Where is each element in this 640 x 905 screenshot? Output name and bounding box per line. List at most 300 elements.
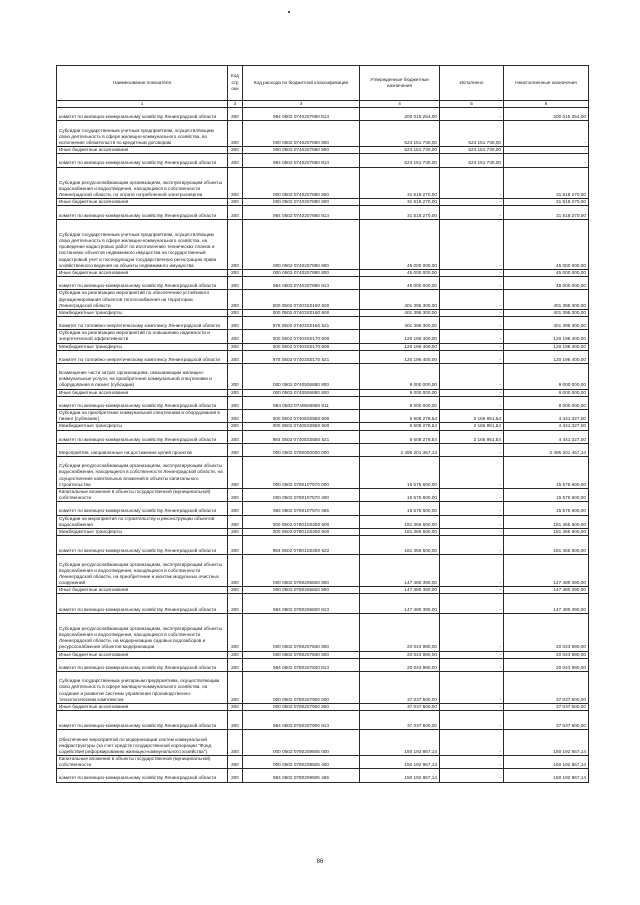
- indicator-name: Субсидии ресурсоснабжающим организациям, эксплуатирующим объекты водоснабжения и водоотведения, находящиеся в собственности Ленинградской области, на приобретение и монтаж модульных очистных сооружений: [57, 555, 228, 587]
- approved-amount: 181 365 500,00: [360, 515, 440, 528]
- line-code: 200: [228, 457, 243, 489]
- executed-amount: -: [440, 535, 504, 554]
- approved-amount: 45 000 000,00: [360, 269, 440, 276]
- indicator-name: комитет по жилищно-коммунальному хозяйству Ленинградской области: [57, 535, 228, 554]
- unexecuted-amount: 181 365 500,00: [504, 528, 589, 535]
- line-code: 200: [228, 277, 243, 290]
- indicator-name: Субсидии государственным учетным предприятиям, осуществляющим свою деятельность в сфере жилищно-коммунального хозяйства, на проведение кадастровых работ по изготовлению технических планов и постановке объектов недвижимого имущества на государственный кадастровый учет и последующую государственную регистрацию права хозяйственного ведения на объекты недвижимого имущества: [57, 219, 228, 269]
- line-code: 200: [228, 658, 243, 671]
- executed-amount: -: [440, 316, 504, 329]
- indicator-name: Субсидии на реализацию мероприятий по повышению надежности и энергетической эффективности: [57, 330, 228, 343]
- budget-classification-code: 978 0502 07403S0170 521: [243, 350, 360, 363]
- executed-amount: -: [440, 587, 504, 594]
- approved-amount: 6 608 278,54: [360, 410, 440, 423]
- header-budget-code: Код расхода по бюджетной классификации: [243, 66, 360, 101]
- approved-amount: 120 196 400,00: [360, 343, 440, 350]
- executed-amount: -: [440, 269, 504, 276]
- approved-amount: 401 395 300,00: [360, 309, 440, 316]
- budget-classification-code: 000 0502 0780107570 400: [243, 488, 360, 501]
- approved-amount: 37 037 500,00: [360, 672, 440, 704]
- unexecuted-amount: 150 192 867,14: [504, 730, 589, 756]
- column-number: 1: [57, 101, 228, 108]
- budget-classification-code: 984 0502 0780209505 466: [243, 769, 360, 782]
- line-code: 200: [228, 488, 243, 501]
- budget-classification-code: 000 0502 07801S0250 500: [243, 528, 360, 535]
- approved-amount: 37 037 500,00: [360, 703, 440, 710]
- unexecuted-amount: 401 395 300,00: [504, 290, 589, 309]
- unexecuted-amount: 150 192 867,14: [504, 769, 589, 782]
- column-number: 5: [440, 101, 504, 108]
- indicator-name: Капитальные вложения в объекты государственной (муниципальной) собственности: [57, 756, 228, 769]
- line-code: 200: [228, 587, 243, 594]
- unexecuted-amount: 37 037 500,00: [504, 672, 589, 704]
- indicator-name: комитет по жилищно-коммунальному хозяйству Ленинградской области: [57, 396, 228, 409]
- budget-classification-code: 984 0502 0780207840 813: [243, 658, 360, 671]
- budget-classification-code: 000 0502 0740207890 800: [243, 219, 360, 269]
- budget-classification-code: 000 0502 0780209505 000: [243, 730, 360, 756]
- executed-amount: 523 151 730,00: [440, 154, 504, 167]
- executed-amount: -: [440, 613, 504, 651]
- indicator-name: Межбюджетные трансферты: [57, 528, 228, 535]
- budget-classification-code: 000 0502 0780207840 800: [243, 613, 360, 651]
- indicator-name: комитет по жилищно-коммунальному хозяйству Ленинградской области: [57, 594, 228, 613]
- line-code: 200: [228, 330, 243, 343]
- approved-amount: 31 518 270,00: [360, 206, 440, 219]
- unexecuted-amount: 31 518 270,00: [504, 167, 589, 199]
- approved-amount: 181 365 500,00: [360, 535, 440, 554]
- executed-amount: -: [440, 443, 504, 456]
- unexecuted-amount: 120 196 400,00: [504, 330, 589, 343]
- line-code: 200: [228, 651, 243, 658]
- unexecuted-amount: 20 043 980,00: [504, 613, 589, 651]
- indicator-name: комитет по жилищно-коммунальному хозяйству Ленинградской области: [57, 769, 228, 782]
- table-row: [57, 199, 589, 206]
- line-code: 200: [228, 147, 243, 154]
- approved-amount: 20 043 980,00: [360, 613, 440, 651]
- line-code: 200: [228, 756, 243, 769]
- line-code: 200: [228, 515, 243, 528]
- table-row: [57, 443, 589, 456]
- indicator-name: Обеспечение мероприятий по модернизации систем коммунальной инфраструктуры (за счет средств государственной корпорации "Фонд содействия реформированию жилищно-коммунального хозяйства"): [57, 730, 228, 756]
- executed-amount: -: [440, 206, 504, 219]
- executed-amount: -: [440, 389, 504, 396]
- table-row: [57, 555, 589, 587]
- unexecuted-amount: 401 395 300,00: [504, 309, 589, 316]
- budget-classification-code: 000 0502 0740207880 800: [243, 167, 360, 199]
- budget-classification-code: 000 0502 0780206820 800: [243, 587, 360, 594]
- budget-classification-code: 000 0502 0780207900 800: [243, 703, 360, 710]
- budget-classification-code: 000 0502 07801S0250 500: [243, 515, 360, 528]
- indicator-name: Иные бюджетные ассигнования: [57, 703, 228, 710]
- executed-amount: -: [440, 515, 504, 528]
- unexecuted-amount: 147 480 390,00: [504, 555, 589, 587]
- executed-amount: 523 151 730,00: [440, 121, 504, 147]
- table-row: [57, 457, 589, 489]
- header-executed: Исполнено: [440, 66, 504, 101]
- line-code: 200: [228, 389, 243, 396]
- table-row: [57, 330, 589, 343]
- approved-amount: 9 000 000,00: [360, 396, 440, 409]
- executed-amount: -: [440, 658, 504, 671]
- line-code: 200: [228, 703, 243, 710]
- indicator-name: комитет по жилищно-коммунальному хозяйству Ленинградской области: [57, 206, 228, 219]
- indicator-name: Мероприятия, направленные на достижение целей проектов: [57, 443, 228, 456]
- budget-classification-code: 000 0502 0780206820 800: [243, 555, 360, 587]
- column-number: 4: [360, 101, 440, 108]
- indicator-name: Межбюджетные трансферты: [57, 423, 228, 430]
- budget-classification-code: 000 0502 0740207590 800: [243, 121, 360, 147]
- line-code: 200: [228, 535, 243, 554]
- approved-amount: 15 575 600,00: [360, 457, 440, 489]
- approved-amount: 45 000 000,00: [360, 277, 440, 290]
- executed-amount: -: [440, 769, 504, 782]
- table-row: [57, 167, 589, 199]
- table-row: [57, 343, 589, 350]
- budget-classification-code: 000 0502 0780207900 000: [243, 672, 360, 704]
- approved-amount: 150 192 867,14: [360, 756, 440, 769]
- unexecuted-amount: 45 000 000,00: [504, 277, 589, 290]
- executed-amount: 523 151 730,00: [440, 147, 504, 154]
- approved-amount: 401 395 300,00: [360, 316, 440, 329]
- budget-classification-code: 000 0502 0740506880 800: [243, 364, 360, 390]
- indicator-name: Иные бюджетные ассигнования: [57, 199, 228, 206]
- approved-amount: 31 518 270,00: [360, 167, 440, 199]
- indicator-name: Иные бюджетные ассигнования: [57, 389, 228, 396]
- indicator-name: комитет по жилищно-коммунальному хозяйству Ленинградской области: [57, 108, 228, 121]
- unexecuted-amount: 45 000 000,00: [504, 219, 589, 269]
- page-number: 86: [316, 859, 324, 865]
- approved-amount: 31 518 270,00: [360, 199, 440, 206]
- unexecuted-amount: 120 196 400,00: [504, 350, 589, 363]
- executed-amount: -: [440, 555, 504, 587]
- unexecuted-amount: 181 365 500,00: [504, 515, 589, 528]
- indicator-name: Межбюджетные трансферты: [57, 309, 228, 316]
- unexecuted-amount: 2 495 201 467,14: [504, 443, 589, 456]
- executed-amount: 2 166 951,54: [440, 423, 504, 430]
- budget-classification-code: 984 0502 0780107570 466: [243, 502, 360, 515]
- line-code: 200: [228, 555, 243, 587]
- approved-amount: 181 365 500,00: [360, 528, 440, 535]
- table-row: [57, 528, 589, 535]
- column-number: 2: [228, 101, 243, 108]
- approved-amount: 147 480 390,00: [360, 594, 440, 613]
- executed-amount: -: [440, 108, 504, 121]
- unexecuted-amount: 15 575 600,00: [504, 457, 589, 489]
- unexecuted-amount: 31 518 270,00: [504, 199, 589, 206]
- budget-classification-code: 000 0502 0780107570 000: [243, 457, 360, 489]
- table-row: [57, 396, 589, 409]
- approved-amount: 37 037 500,00: [360, 711, 440, 730]
- indicator-name: Субсидии на реализацию мероприятий по обеспечению устойчивого функционирования объектов теплоснабжения на территории Ленинградской области: [57, 290, 228, 309]
- indicator-name: Субсидии ресурсоснабжающим организациям, эксплуатирующим объекты водоснабжения и водоотведения, находящиеся в собственности Ленинградской области, на модернизацию садовых водозаборов и ресурсоснабжение объектов модернизации: [57, 613, 228, 651]
- budget-classification-code: 000 0502 0740207890 800: [243, 269, 360, 276]
- table-row: [57, 154, 589, 167]
- executed-amount: -: [440, 711, 504, 730]
- table-row: [57, 703, 589, 710]
- line-code: 200: [228, 410, 243, 423]
- approved-amount: 523 151 730,00: [360, 147, 440, 154]
- indicator-name: Иные бюджетные ассигнования: [57, 651, 228, 658]
- budget-classification-code: 000 0502 0740207880 800: [243, 199, 360, 206]
- table-row: [57, 389, 589, 396]
- indicator-name: комитет по жилищно-коммунальному хозяйству Ленинградской области: [57, 711, 228, 730]
- budget-classification-code: 000 0502 0780207840 800: [243, 651, 360, 658]
- indicator-name: Межбюджетные трансферты: [57, 343, 228, 350]
- indicator-name: комитет по жилищно-коммунальному хозяйству Ленинградской области: [57, 277, 228, 290]
- line-code: 200: [228, 167, 243, 199]
- table-row: [57, 364, 589, 390]
- unexecuted-amount: 15 575 600,00: [504, 502, 589, 515]
- table-row: [57, 290, 589, 309]
- indicator-name: Иные бюджетные ассигнования: [57, 147, 228, 154]
- budget-classification-code: 000 0502 07403S0170 500: [243, 343, 360, 350]
- line-code: 200: [228, 423, 243, 430]
- budget-classification-code: 000 0502 07403S0160 500: [243, 309, 360, 316]
- approved-amount: 20 043 980,00: [360, 651, 440, 658]
- approved-amount: 9 000 000,00: [360, 389, 440, 396]
- executed-amount: 2 166 951,54: [440, 430, 504, 443]
- line-code: 200: [228, 502, 243, 515]
- executed-amount: -: [440, 457, 504, 489]
- unexecuted-amount: 4 441 327,00: [504, 423, 589, 430]
- budget-classification-code: 000 0502 0740506880 800: [243, 389, 360, 396]
- executed-amount: -: [440, 330, 504, 343]
- table-row: [57, 756, 589, 769]
- budget-execution-table: [56, 65, 589, 783]
- table-row: [57, 121, 589, 147]
- unexecuted-amount: 9 000 000,00: [504, 389, 589, 396]
- approved-amount: 15 575 600,00: [360, 502, 440, 515]
- executed-amount: -: [440, 672, 504, 704]
- unexecuted-amount: -: [504, 121, 589, 147]
- approved-amount: 120 196 400,00: [360, 350, 440, 363]
- unexecuted-amount: 20 043 980,00: [504, 658, 589, 671]
- column-number: 6: [504, 101, 589, 108]
- line-code: 200: [228, 316, 243, 329]
- table-header-row: [57, 66, 589, 101]
- column-number-row: [57, 101, 589, 108]
- indicator-name: Комитет по топливно-энергетическому комплексу Ленинградской области: [57, 316, 228, 329]
- header-approved: Утвержденные бюджетные назначения: [360, 66, 440, 101]
- line-code: 200: [228, 430, 243, 443]
- budget-classification-code: 000 0502 0780209505 400: [243, 756, 360, 769]
- table-row: [57, 658, 589, 671]
- table-row: [57, 430, 589, 443]
- line-code: 200: [228, 269, 243, 276]
- table-row: [57, 410, 589, 423]
- executed-amount: -: [440, 277, 504, 290]
- table-row: [57, 651, 589, 658]
- budget-classification-code: 000 0502 0780000000 000: [243, 443, 360, 456]
- unexecuted-amount: 4 441 327,00: [504, 410, 589, 423]
- budget-classification-code: 984 0502 0740207590 813: [243, 154, 360, 167]
- executed-amount: -: [440, 364, 504, 390]
- executed-amount: -: [440, 651, 504, 658]
- table-row: [57, 147, 589, 154]
- approved-amount: 2 495 201 467,14: [360, 443, 440, 456]
- line-code: 200: [228, 290, 243, 309]
- executed-amount: -: [440, 730, 504, 756]
- table-body: [57, 108, 589, 782]
- budget-classification-code: 984 0502 07801S0250 522: [243, 535, 360, 554]
- budget-classification-code: 984 0502 0780206820 813: [243, 594, 360, 613]
- indicator-name: Капитальные вложения в объекты государственной (муниципальной) собственности: [57, 488, 228, 501]
- unexecuted-amount: 9 000 000,00: [504, 364, 589, 390]
- executed-amount: -: [440, 528, 504, 535]
- approved-amount: 147 480 390,00: [360, 587, 440, 594]
- table-row: [57, 206, 589, 219]
- line-code: 200: [228, 528, 243, 535]
- budget-classification-code: 984 0502 0740207890 813: [243, 277, 360, 290]
- indicator-name: Субсидии государственным унитарным предприятиям, осуществляющим свою деятельность в сфере жилищно-коммунального хозяйства, на создание и развитие системы управления производственно-технологическим комплексом: [57, 672, 228, 704]
- approved-amount: 401 395 300,00: [360, 290, 440, 309]
- table-row: [57, 515, 589, 528]
- unexecuted-amount: 15 575 600,00: [504, 488, 589, 501]
- approved-amount: 150 192 867,14: [360, 730, 440, 756]
- budget-classification-code: 000 0502 0740207590 800: [243, 147, 360, 154]
- table-row: [57, 594, 589, 613]
- budget-classification-code: 000 0502 07405S0550 500: [243, 410, 360, 423]
- approved-amount: 20 043 980,00: [360, 658, 440, 671]
- executed-amount: -: [440, 309, 504, 316]
- table-row: [57, 613, 589, 651]
- unexecuted-amount: 120 196 400,00: [504, 343, 589, 350]
- unexecuted-amount: 181 365 500,00: [504, 535, 589, 554]
- executed-amount: 2 166 951,54: [440, 410, 504, 423]
- unexecuted-amount: -: [504, 154, 589, 167]
- unexecuted-amount: 45 000 000,00: [504, 269, 589, 276]
- line-code: 200: [228, 219, 243, 269]
- executed-amount: -: [440, 502, 504, 515]
- unexecuted-amount: 200 015 254,00: [504, 108, 589, 121]
- budget-classification-code: 984 0502 0740506880 811: [243, 396, 360, 409]
- table-row: [57, 672, 589, 704]
- indicator-name: Комитет по топливно-энергетическому комплексу Ленинградской области: [57, 350, 228, 363]
- budget-classification-code: 984 0502 0780207900 813: [243, 711, 360, 730]
- table-row: [57, 711, 589, 730]
- unexecuted-amount: 37 037 500,00: [504, 703, 589, 710]
- unexecuted-amount: 20 043 980,00: [504, 651, 589, 658]
- approved-amount: 9 000 000,00: [360, 364, 440, 390]
- executed-amount: -: [440, 396, 504, 409]
- table-row: [57, 269, 589, 276]
- table-row: [57, 423, 589, 430]
- approved-amount: 6 608 278,54: [360, 423, 440, 430]
- unexecuted-amount: 9 000 000,00: [504, 396, 589, 409]
- approved-amount: 150 192 867,14: [360, 769, 440, 782]
- approved-amount: 15 575 600,00: [360, 488, 440, 501]
- unexecuted-amount: 147 480 390,00: [504, 594, 589, 613]
- approved-amount: 120 196 400,00: [360, 330, 440, 343]
- executed-amount: -: [440, 343, 504, 350]
- line-code: 200: [228, 343, 243, 350]
- table-row: [57, 488, 589, 501]
- indicator-name: Иные бюджетные ассигнования: [57, 587, 228, 594]
- executed-amount: -: [440, 219, 504, 269]
- budget-classification-code: 000 0502 07403S0170 500: [243, 330, 360, 343]
- unexecuted-amount: 31 518 270,00: [504, 206, 589, 219]
- budget-classification-code: 978 0502 07403S0160 521: [243, 316, 360, 329]
- approved-amount: 6 608 278,54: [360, 430, 440, 443]
- indicator-name: Субсидии на мероприятия по строительству и реконструкции объектов водоснабжения: [57, 515, 228, 528]
- indicator-name: Возмещение части затрат организациям, оказывающим жилищно-коммунальные услуги, на приобретение коммунальной спецтехники и оборудования в лизинг (субсидии): [57, 364, 228, 390]
- executed-amount: -: [440, 290, 504, 309]
- line-code: 200: [228, 594, 243, 613]
- table-row: [57, 535, 589, 554]
- executed-amount: -: [440, 703, 504, 710]
- line-code: 200: [228, 730, 243, 756]
- unexecuted-amount: 150 192 867,14: [504, 756, 589, 769]
- table-row: [57, 587, 589, 594]
- budget-classification-code: 984 0502 0740207880 813: [243, 206, 360, 219]
- indicator-name: комитет по жилищно-коммунальному хозяйству Ленинградской области: [57, 658, 228, 671]
- line-code: 200: [228, 309, 243, 316]
- line-code: 200: [228, 199, 243, 206]
- executed-amount: -: [440, 756, 504, 769]
- line-code: 200: [228, 154, 243, 167]
- table-row: [57, 309, 589, 316]
- line-code: 200: [228, 350, 243, 363]
- indicator-name: Субсидии ресурсоснабжающим организациям, эксплуатирующим объекты водоснабжения, находящиеся в собственности Ленинградской области, на осуществление капитальных вложений в объекты капитального строительства: [57, 457, 228, 489]
- line-code: 200: [228, 206, 243, 219]
- executed-amount: -: [440, 594, 504, 613]
- unexecuted-amount: 4 441 327,00: [504, 430, 589, 443]
- indicator-name: Иные бюджетные ассигнования: [57, 269, 228, 276]
- indicator-name: Субсидии на приобретение коммунальной спецтехники и оборудования в лизинг (сублизинг): [57, 410, 228, 423]
- scan-speck: [288, 11, 290, 13]
- line-code: 200: [228, 613, 243, 651]
- budget-classification-code: 000 0502 07405S0550 500: [243, 423, 360, 430]
- line-code: 200: [228, 121, 243, 147]
- table-row: [57, 502, 589, 515]
- unexecuted-amount: 401 395 300,00: [504, 316, 589, 329]
- column-number: 3: [243, 101, 360, 108]
- indicator-name: комитет по жилищно-коммунальному хозяйству Ленинградской области: [57, 430, 228, 443]
- budget-classification-code: 984 0502 07405S0550 521: [243, 430, 360, 443]
- approved-amount: 200 015 254,00: [360, 108, 440, 121]
- executed-amount: -: [440, 488, 504, 501]
- indicator-name: комитет по жилищно-коммунальному хозяйству Ленинградской области: [57, 502, 228, 515]
- approved-amount: 523 151 730,00: [360, 121, 440, 147]
- line-code: 200: [228, 443, 243, 456]
- header-line-code: Код строки: [228, 66, 243, 101]
- line-code: 200: [228, 396, 243, 409]
- table-row: [57, 219, 589, 269]
- header-indicator-name: Наименование показателя: [57, 66, 228, 101]
- executed-amount: -: [440, 167, 504, 199]
- indicator-name: Субсидии ресурсоснабжающим организациям, эксплуатирующим объекты водоснабжения и водоотведения, находящиеся в собственности Ленинградской области, по оплате потребленной электроэнергии: [57, 167, 228, 199]
- indicator-name: комитет по жилищно-коммунальному хозяйству Ленинградской области: [57, 154, 228, 167]
- indicator-name: Субсидии государственным учетным предприятиям, осуществляющим свою деятельность в сфере жилищно-коммунального хозяйства, во исполнение обязательств по кредитным договорам: [57, 121, 228, 147]
- executed-amount: -: [440, 350, 504, 363]
- table-row: [57, 730, 589, 756]
- table-row: [57, 316, 589, 329]
- budget-classification-code: 000 0502 07403S0160 500: [243, 290, 360, 309]
- header-unexecuted: Неисполненные назначения: [504, 66, 589, 101]
- approved-amount: 523 151 730,00: [360, 154, 440, 167]
- table-row: [57, 108, 589, 121]
- line-code: 200: [228, 108, 243, 121]
- table-row: [57, 769, 589, 782]
- approved-amount: 45 000 000,00: [360, 219, 440, 269]
- approved-amount: 147 480 390,00: [360, 555, 440, 587]
- line-code: 200: [228, 672, 243, 704]
- unexecuted-amount: 37 037 500,00: [504, 711, 589, 730]
- line-code: 200: [228, 364, 243, 390]
- budget-classification-code: 984 0502 0740207590 813: [243, 108, 360, 121]
- table-row: [57, 350, 589, 363]
- executed-amount: -: [440, 199, 504, 206]
